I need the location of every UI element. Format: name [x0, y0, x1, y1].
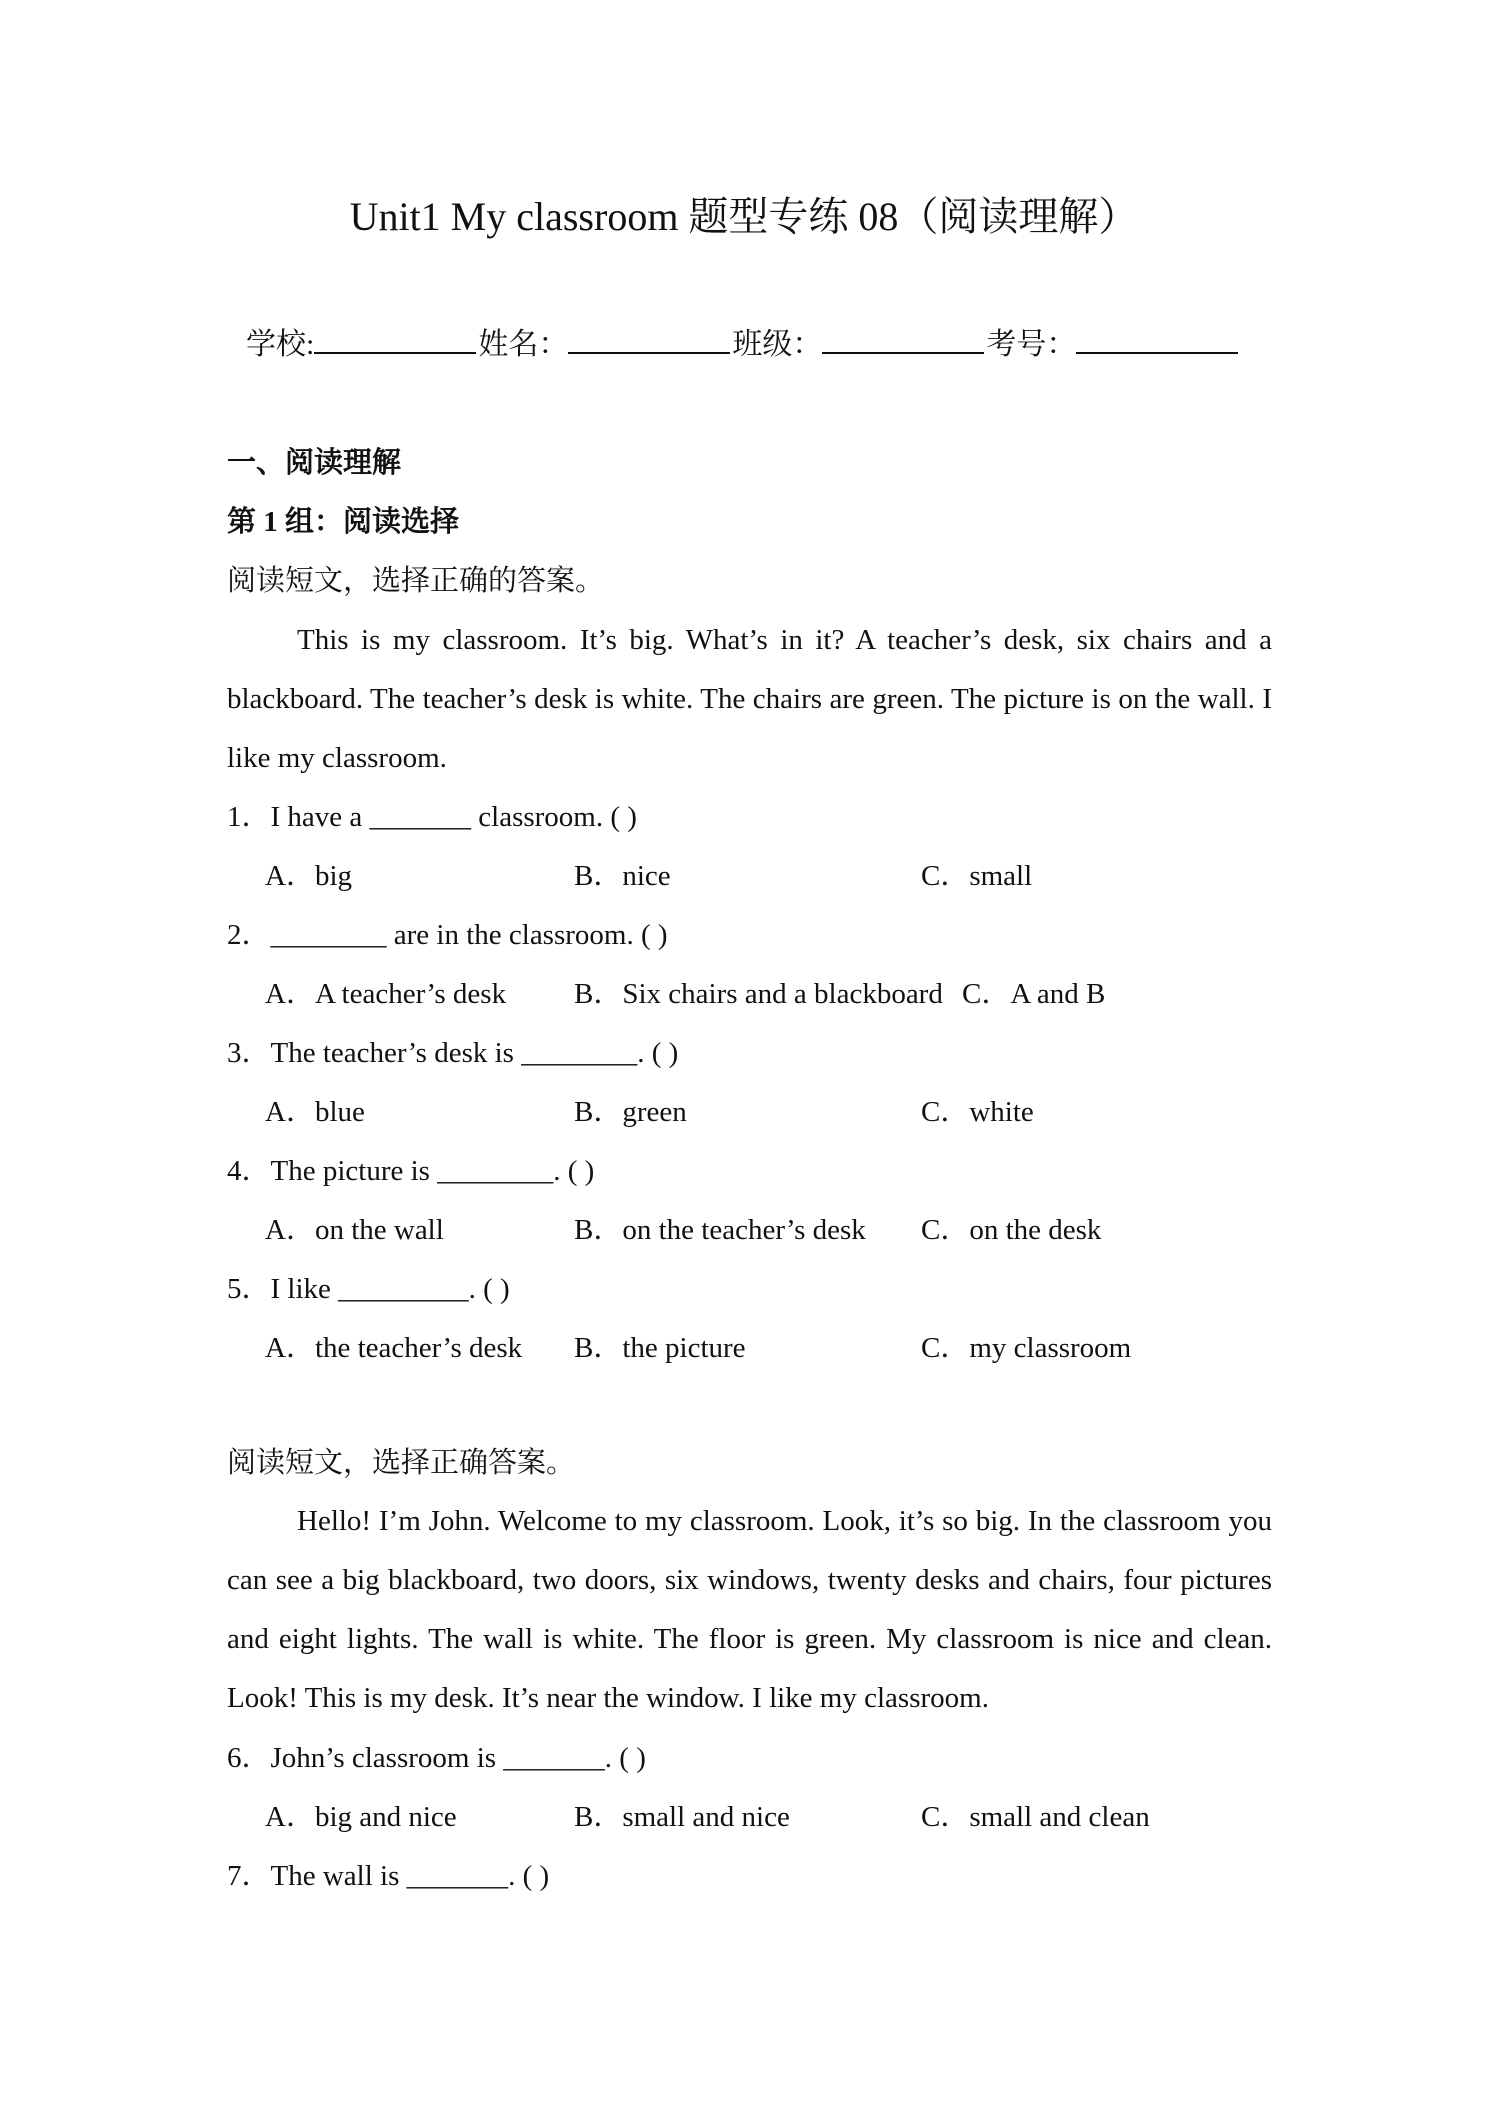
question-5-option-b[interactable]: B．the picture: [574, 1332, 746, 1364]
class-label: 班级：: [732, 328, 823, 361]
group-heading: 第 1 组：阅读选择: [227, 506, 460, 538]
school-blank[interactable]: [314, 326, 476, 354]
question-2-option-a[interactable]: A．A teacher’s desk: [265, 978, 507, 1010]
question-2-option-b[interactable]: B．Six chairs and a blackboard: [574, 978, 943, 1010]
question-4-option-a[interactable]: A．on the wall: [265, 1214, 444, 1246]
passage2-text: Hello! I’m John. Welcome to my classroom. Look, it’s so big. In the classroom you can see a big blackboard, two doors, six windows, twenty desks and chairs, four pictures and eight lights. The wall is white. The floor is green. My classroom is nice and clean. Look! This is my desk. It’s near the window. I like my classroom.: [227, 1505, 1272, 1714]
question-1-stem: 1．I have a _______ classroom. ( ): [227, 801, 637, 833]
question-5-option-c[interactable]: C．my classroom: [921, 1332, 1132, 1364]
name-label: 姓名：: [478, 328, 569, 361]
page-title: Unit1 My classroom 题型专练 08（阅读理解）: [349, 194, 1139, 239]
question-3-option-a[interactable]: A．blue: [265, 1096, 365, 1128]
question-6-option-b[interactable]: B．small and nice: [574, 1801, 790, 1833]
question-3-option-c[interactable]: C．white: [921, 1096, 1034, 1128]
student-info-row: [246, 325, 1240, 365]
passage1-text: This is my classroom. It’s big. What’s in it? A teacher’s desk, six chairs and a blackboard. The teacher’s desk is white. The chairs are green. The picture is on the wall. I like my classroom.: [227, 624, 1272, 774]
name-blank[interactable]: [568, 326, 730, 354]
question-6-option-c[interactable]: C．small and clean: [921, 1801, 1150, 1833]
question-4-option-b[interactable]: B．on the teacher’s desk: [574, 1214, 866, 1246]
question-6-stem: 6．John’s classroom is _______. ( ): [227, 1742, 646, 1774]
number-label: 考号：: [986, 328, 1077, 361]
class-blank[interactable]: [822, 326, 984, 354]
question-1-option-b[interactable]: B．nice: [574, 860, 671, 892]
question-3-option-b[interactable]: B．green: [574, 1096, 687, 1128]
number-blank[interactable]: [1076, 326, 1238, 354]
question-4-stem: 4．The picture is ________. ( ): [227, 1155, 595, 1187]
question-1-option-a[interactable]: A．big: [265, 860, 353, 892]
question-2-option-c[interactable]: C．A and B: [962, 978, 1106, 1010]
passage1-instruction: 阅读短文，选择正确的答案。: [227, 565, 605, 597]
question-1-option-c[interactable]: C．small: [921, 860, 1033, 892]
question-5-stem: 5．I like _________. ( ): [227, 1273, 510, 1305]
question-5-option-a[interactable]: A．the teacher’s desk: [265, 1332, 523, 1364]
question-3-stem: 3．The teacher’s desk is ________. ( ): [227, 1037, 679, 1069]
passage2-instruction: 阅读短文，选择正确答案。: [227, 1447, 576, 1479]
section-heading: 一、阅读理解: [227, 447, 402, 479]
question-2-stem: 2．________ are in the classroom. ( ): [227, 919, 668, 951]
question-4-option-c[interactable]: C．on the desk: [921, 1214, 1102, 1246]
question-7-stem: 7．The wall is _______. ( ): [227, 1860, 550, 1892]
school-label: 学校:: [246, 328, 315, 361]
question-6-option-a[interactable]: A．big and nice: [265, 1801, 457, 1833]
